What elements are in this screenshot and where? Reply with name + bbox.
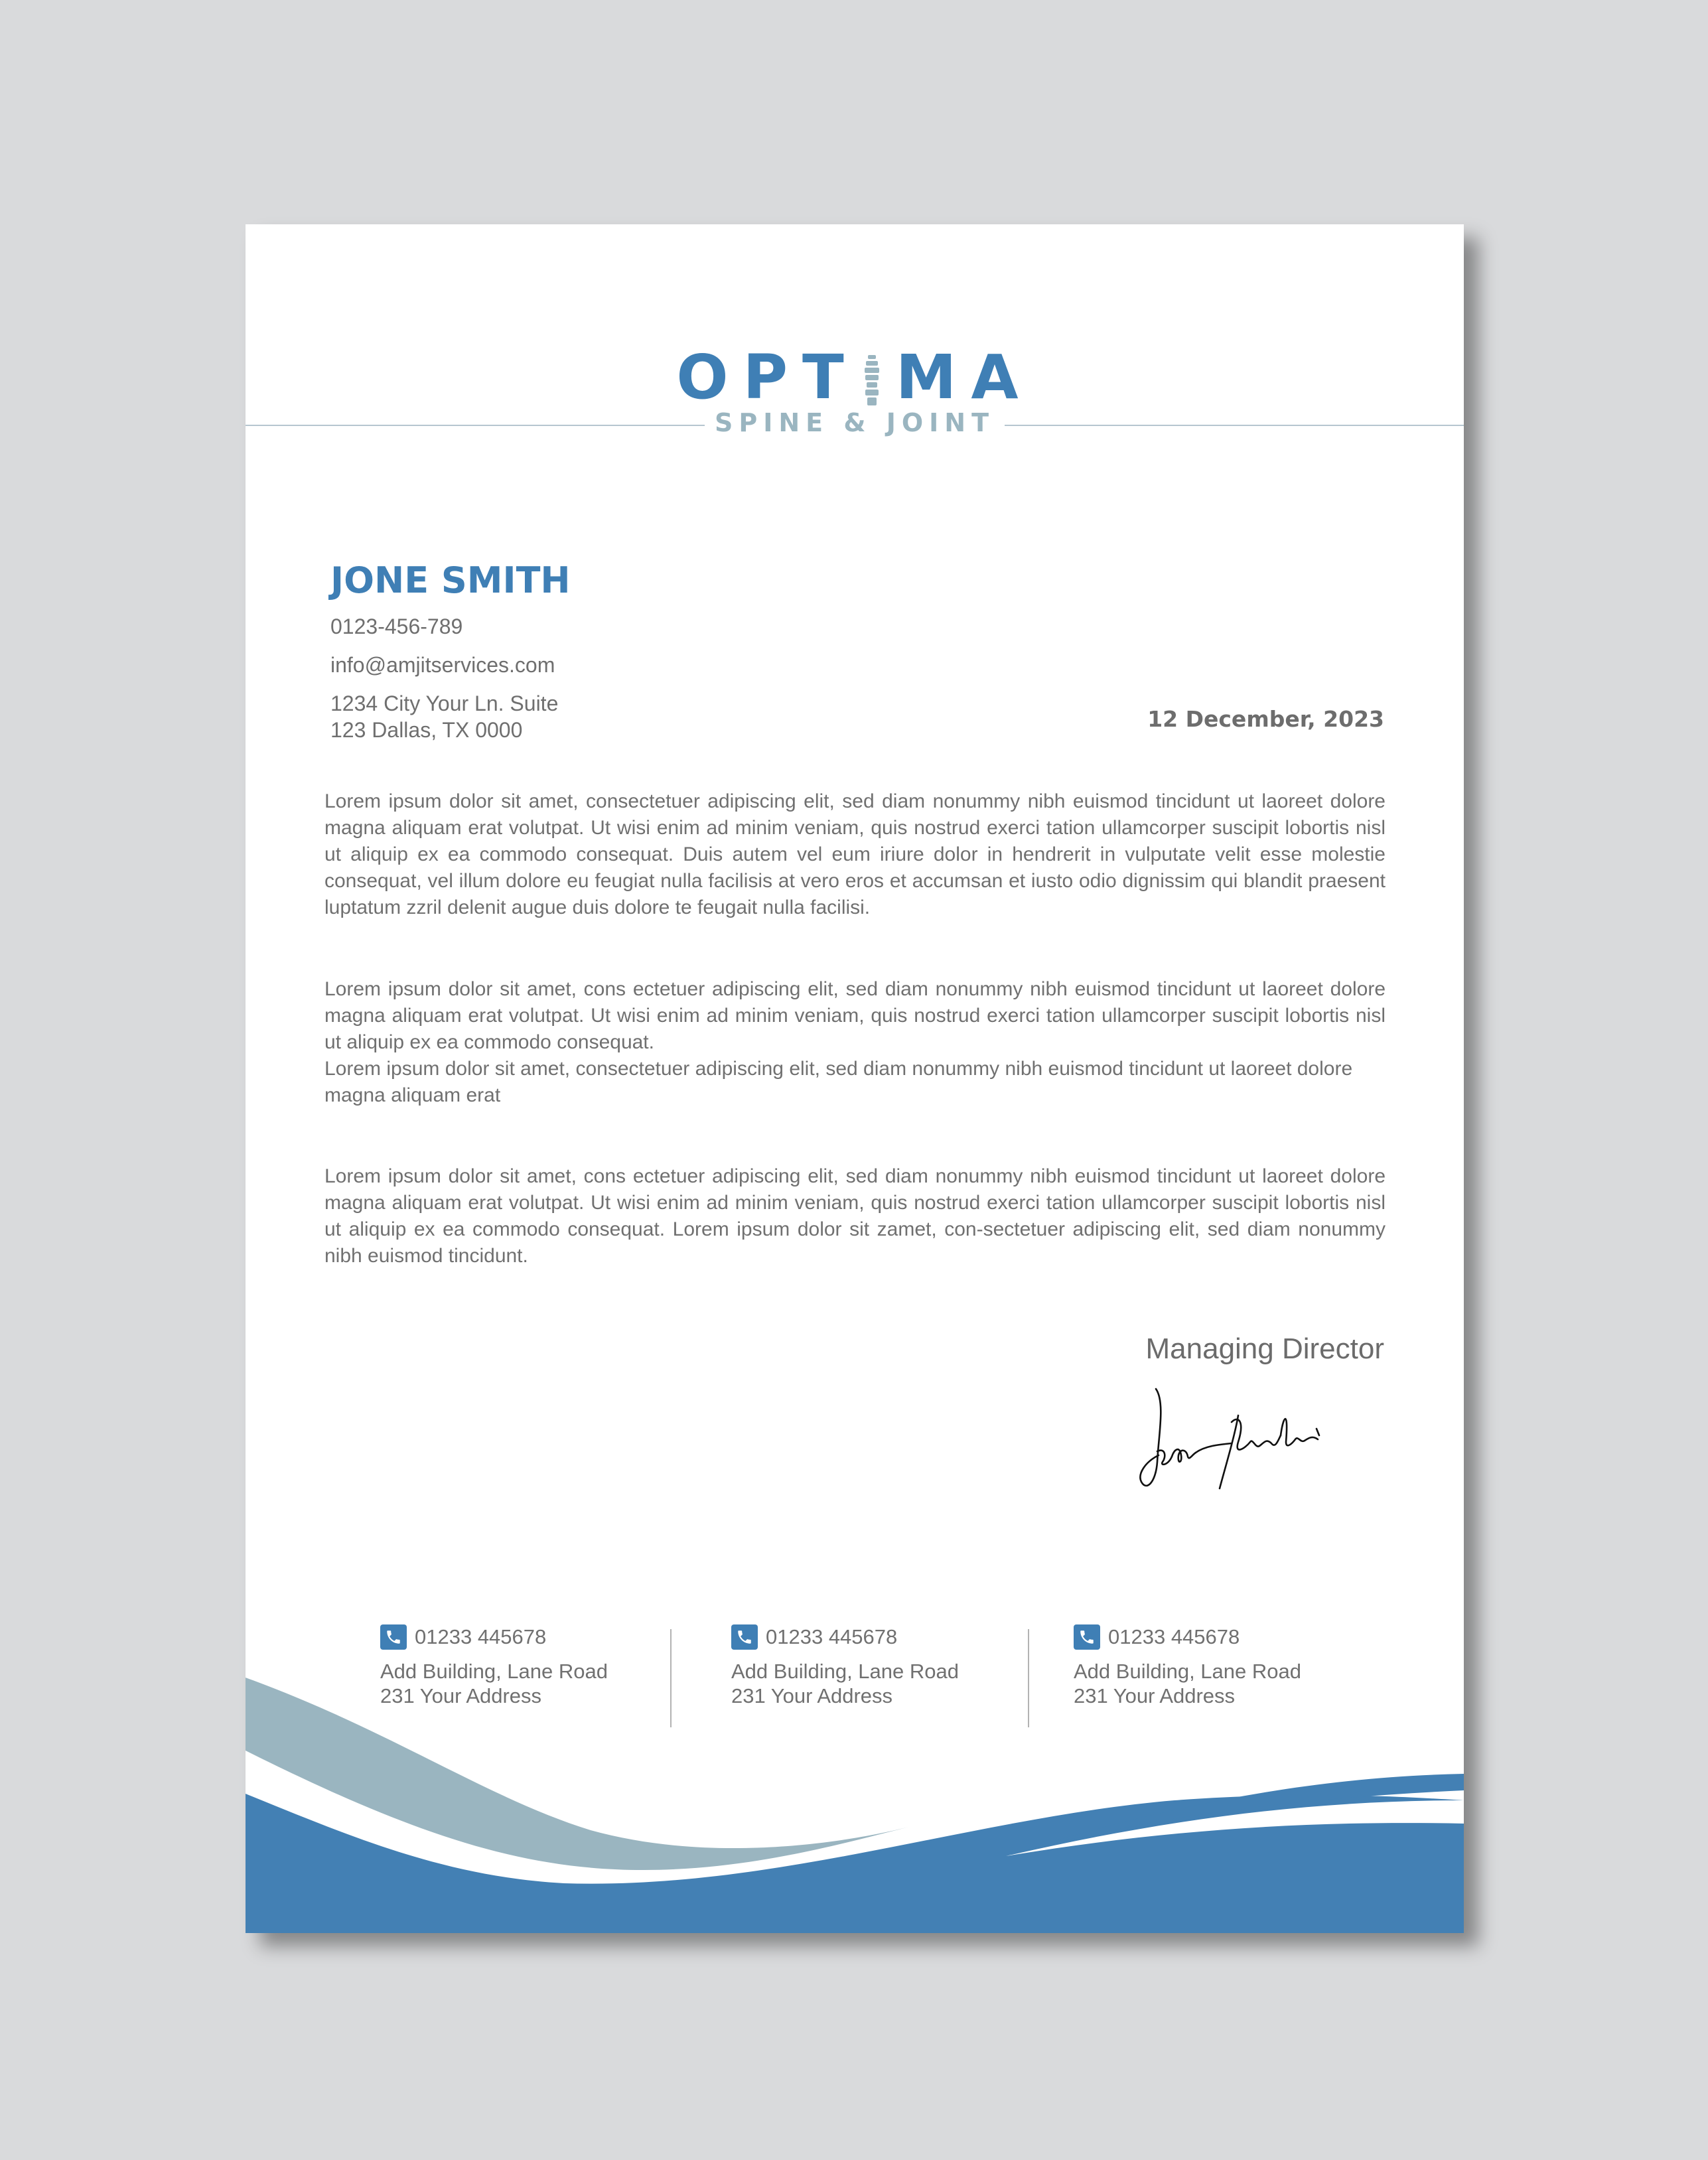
logo-text-left: OPT [676,342,859,413]
signatory-title: Managing Director [1145,1332,1384,1365]
body-paragraph-2 [324,976,1386,1109]
footer-address-line1: Add Building, Lane Road [731,1660,959,1683]
body-text: Lorem ipsum dolor sit amet, cons ectetuer adipiscing elit, sed diam nonummy nibh euismod tincidunt ut laoreet dolore magna aliquam erat volutpat. Ut wisi enim ad minim veniam, quis nostrud exerci tation ullamcorper suscipit lobortis nisl ut aliquip ex ea commodo consequat. [324,978,1386,1053]
logo-wordmark [676,342,1033,413]
footer-address-line1: Add Building, Lane Road [380,1660,608,1683]
footer-address-line2: 231 Your Address [1074,1684,1236,1707]
body-paragraph-3 [324,1163,1386,1269]
sender-name: JONE SMITH [330,559,571,601]
body-paragraph-1 [324,788,1386,921]
phone-icon [380,1624,407,1650]
logo-tagline: SPINE & JOINT [714,408,995,437]
footer-phone: 01233 445678 [1108,1625,1240,1648]
company-logo [246,342,1464,413]
phone-icon [731,1624,758,1650]
sender-phone: 0123-456-789 [330,614,463,638]
footer-phone: 01233 445678 [415,1625,547,1648]
signature [1139,1382,1358,1502]
phone-icon [1074,1624,1100,1650]
sender-email: info@amjitservices.com [330,653,555,677]
body-text: Lorem ipsum dolor sit amet, consectetuer adipiscing elit, sed diam nonummy nibh euismod tincidunt ut laoreet dolore magna aliquam erat volutpat. Ut wisi enim ad minim veniam, quis nostrud exerci tation ullamcorper suscipit lobortis nisl ut aliquip ex ea commodo consequat. Duis autem vel eum iriure dolor in hendrerit in vulputate velit esse molestie consequat, vel illum dolore eu feugiat nulla facilisis at vero eros et accumsan et iusto odio dignissim qui blandit praesent luptatum zzril delenit augue duis dolore te feugait nulla facilisi. [324,790,1386,918]
body-text: Lorem ipsum dolor sit amet, consectetuer adipiscing elit, sed diam nonummy nibh euismod tincidunt ut laoreet dolore magna aliquam erat [324,1058,1353,1106]
footer-phone: 01233 445678 [766,1625,898,1648]
footer-address-line2: 231 Your Address [380,1684,542,1707]
footer-wave-decoration [246,1678,1464,1933]
sender-block [330,559,571,743]
body-text: Lorem ipsum dolor sit amet, cons ectetuer adipiscing elit, sed diam nonummy nibh euismod tincidunt ut laoreet dolore magna aliquam erat volutpat. Ut wisi enim ad minim veniam, quis nostrud exerci tation ullamcorper suscipit lobortis nisl ut aliquip ex ea commodo consequat. Lorem ipsum dolor sit zamet, con-sectetuer adipiscing elit, sed diam nonummy nibh euismod tincidunt. [324,1165,1386,1267]
letter-date: 12 December, 2023 [1147,706,1384,732]
spine-icon [859,355,885,405]
logo-text-right: MA [895,342,1033,413]
footer-address-line2: 231 Your Address [731,1684,893,1707]
footer-address-line1: Add Building, Lane Road [1074,1660,1301,1683]
sender-address-line2: 123 Dallas, TX 0000 [330,718,523,742]
sender-address-line1: 1234 City Your Ln. Suite [330,691,559,715]
letterhead-page [246,224,1464,1933]
